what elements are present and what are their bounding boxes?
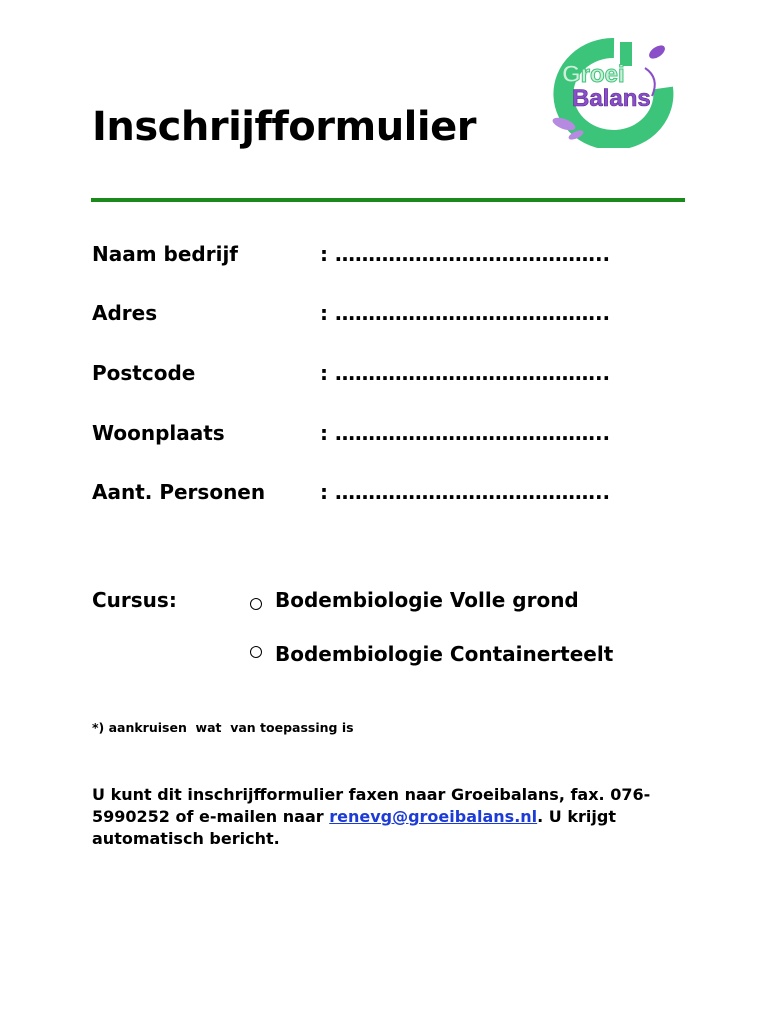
groeibalans-logo: [540, 38, 675, 148]
course-option-open-field[interactable]: [248, 588, 668, 618]
field-label: Adres: [92, 301, 158, 325]
email-link[interactable]: renevg@groeibalans.nl: [329, 807, 538, 826]
logo-line1: Groei: [562, 61, 625, 88]
instructions-text-end: . U krijgt automatisch bericht.: [92, 807, 616, 848]
title-divider: [91, 198, 685, 202]
instructions-paragraph: [92, 784, 662, 850]
page-title: Inschrijfformulier: [92, 104, 476, 150]
field-blank[interactable]: : …………………………………..: [320, 421, 611, 445]
instructions-text: U kunt dit inschrijfformulier faxen naar Groeibalans, fax. 076-5990252 of e-mailen naar: [92, 785, 651, 826]
course-option-label: Bodembiologie Volle grond: [275, 588, 579, 612]
footnote: *) aankruisen wat van toepassing is: [92, 720, 354, 735]
field-label: Naam bedrijf: [92, 242, 239, 266]
course-label: Cursus:: [92, 588, 177, 612]
field-blank[interactable]: : …………………………………..: [320, 480, 611, 504]
field-label: Postcode: [92, 361, 196, 385]
field-blank[interactable]: : …………………………………..: [320, 361, 611, 385]
field-label: Woonplaats: [92, 421, 225, 445]
logo-line2: Balans: [572, 85, 651, 112]
field-label: Aant. Personen: [92, 480, 266, 504]
radio-circle-icon[interactable]: [250, 598, 262, 610]
field-postcode: [92, 361, 692, 391]
course-option-container[interactable]: [248, 642, 668, 672]
field-city: [92, 421, 692, 451]
field-blank[interactable]: : …………………………………..: [320, 242, 611, 266]
course-option-label: Bodembiologie Containerteelt: [275, 642, 614, 666]
field-number-of-persons: [92, 480, 692, 510]
field-company-name: [92, 242, 692, 272]
field-address: [92, 301, 692, 331]
field-blank[interactable]: : …………………………………..: [320, 301, 611, 325]
radio-circle-icon[interactable]: [250, 646, 262, 658]
